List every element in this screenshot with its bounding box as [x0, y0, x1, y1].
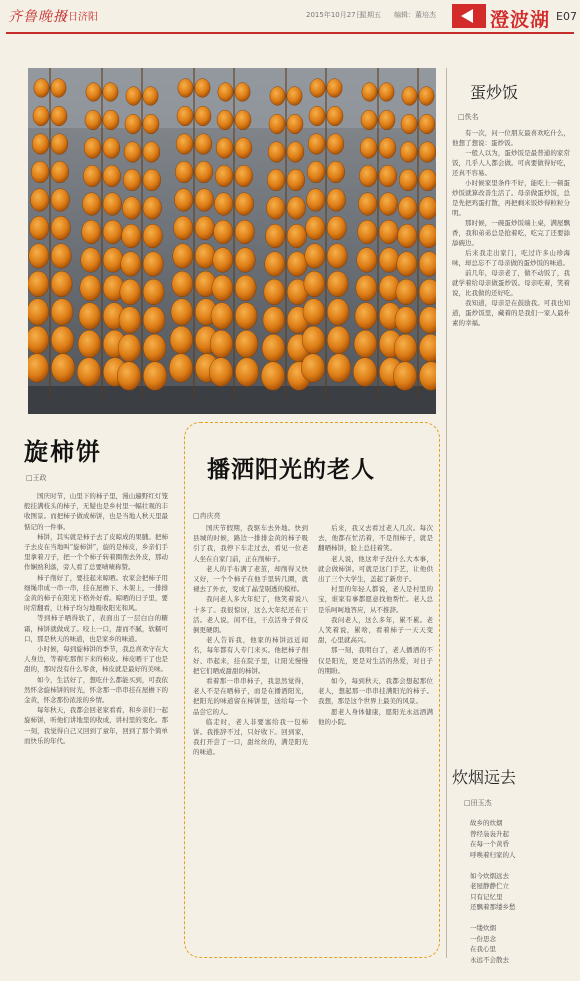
persimmon: [303, 299, 325, 326]
persimmon: [30, 216, 49, 240]
paragraph: 我知道，母亲是在鼓励我。可我也知道，蛋炒饭里，藏着的是我们一家人最朴素的幸福。: [452, 299, 570, 327]
newspaper-logo: 齐鲁晚报: [8, 9, 68, 25]
persimmon: [327, 299, 349, 326]
persimmon: [419, 87, 434, 106]
persimmon: [327, 79, 342, 98]
persimmon: [356, 275, 377, 301]
persimmon: [397, 252, 417, 277]
page-number: E07: [556, 10, 577, 23]
poem-line: 在我心里: [470, 945, 496, 953]
persimmon: [84, 138, 101, 159]
persimmon: [143, 142, 160, 163]
persimmon: [361, 110, 377, 130]
persimmon: [358, 220, 377, 244]
poem-line: 只有记忆里: [470, 892, 503, 901]
persimmon: [304, 271, 325, 297]
paragraph: 临走时，老人非要塞给我一包柿饼。我推辞不过，只好收下。回到家，我打开尝了一口，甜丝丝的，满是阳光的味道。: [193, 717, 308, 757]
persimmon: [287, 197, 306, 220]
persimmon: [103, 138, 120, 159]
feature-column-2: [318, 523, 433, 758]
persimmon: [177, 106, 193, 126]
persimmon: [172, 271, 193, 297]
persimmon: [287, 169, 305, 191]
persimmon: [195, 106, 211, 126]
paragraph: 老人的手布满了老茧，却削得又快又好，一个个柿子在他手里转几圈，就褪去了外衣，变成了晶莹剔透的模样。: [193, 564, 308, 594]
persimmon: [51, 189, 70, 212]
persimmon: [195, 161, 213, 183]
persimmon: [143, 87, 158, 106]
paragraph: 后来，我又去看过老人几次。每次去，他都在忙活着，不是削柿子，就是翻晒柿饼，脸上总挂着笑。: [318, 524, 433, 553]
paragraph: 那时候，一碗蛋炒饭端上桌，满屋飘香，我和弟弟总是抢着吃，吃完了还要舔舔碗边。: [452, 219, 570, 247]
persimmon: [287, 114, 303, 134]
persimmon: [265, 252, 285, 277]
persimmon: [235, 358, 258, 387]
persimmon: [103, 220, 122, 244]
persimmon-illustration: [28, 68, 436, 414]
persimmon: [143, 307, 165, 334]
persimmon: [34, 79, 49, 98]
persimmon: [103, 193, 122, 216]
paragraph: 前几年，母亲老了，做不动饭了，我就学着给母亲做蛋炒饭。母亲吃着，笑着说，比我做的还好吃。: [452, 269, 570, 297]
right-article-title: 蛋炒饭: [470, 83, 519, 102]
persimmon: [398, 197, 417, 220]
persimmon: [395, 307, 417, 334]
persimmon: [117, 362, 140, 391]
persimmon: [32, 134, 49, 155]
persimmon: [267, 169, 285, 191]
persimmon: [235, 220, 254, 244]
persimmon: [28, 271, 49, 297]
persimmon: [362, 83, 377, 102]
paragraph: 每年秋天，我都会回老家看看，和乡亲们一起旋柿饼，听他们讲地里的收成，讲村里的变化。那一刻，我觉得自己又回到了童年，回到了那个简单而快乐的年代。: [24, 706, 168, 745]
feature-author: □冉庆亮: [193, 512, 221, 520]
paragraph: 愿老人身体健康，愿阳光永远洒满他的小院。: [318, 707, 433, 726]
persimmon: [33, 106, 49, 126]
persimmon: [400, 142, 417, 163]
persimmon: [125, 114, 141, 134]
persimmon: [235, 138, 252, 159]
persimmon: [235, 330, 258, 358]
persimmon: [357, 248, 377, 273]
persimmon: [28, 299, 49, 326]
paragraph: 我问老人，这么多年，累不累。老人笑着说，累啥，看着柿子一天天变甜，心里就高兴。: [318, 615, 433, 645]
persimmon: [269, 114, 285, 134]
persimmon: [394, 334, 417, 362]
issue-date: 2015年10月27日: [306, 11, 363, 19]
persimmon: [195, 79, 210, 98]
poem-line: 还飘着那缕乡愁: [470, 903, 516, 911]
section-tag: 今日济阳: [58, 12, 98, 23]
column-marker: [452, 4, 486, 28]
persimmon: [379, 165, 397, 187]
persimmon: [419, 197, 436, 220]
paragraph: 等到柿子晒得软了，表面出了一层白白的糖霜，柿饼就做成了。咬上一口，甜而不腻，软糯可口，那是秋天的味道，也是家乡的味道。: [24, 614, 168, 643]
persimmon: [29, 244, 49, 269]
persimmon: [235, 110, 251, 130]
persimmon: [263, 307, 285, 334]
persimmon: [51, 271, 72, 297]
persimmon: [143, 224, 162, 248]
persimmon: [103, 165, 121, 187]
persimmon: [169, 354, 192, 383]
persimmon: [121, 252, 141, 277]
persimmon: [235, 165, 253, 187]
persimmon: [266, 197, 285, 220]
feature-article: [184, 422, 440, 958]
persimmon: [213, 248, 233, 273]
persimmon: [209, 358, 232, 387]
issue-weekday: 星期五: [360, 11, 381, 19]
paragraph: 小时候家里条件不好，能吃上一顿蛋炒饭就算改善生活了。母亲做蛋炒饭，总是先把鸡蛋打散，再把剩米饭炒得粒粒分明。: [452, 179, 570, 217]
column-name: 澄波湖: [490, 9, 551, 31]
column-divider: [446, 68, 447, 958]
persimmon: [143, 169, 161, 191]
paragraph: 有一次，问一位朋友最喜欢吃什么，他想了想说：蛋炒饭。: [452, 129, 570, 147]
persimmon: [51, 161, 69, 183]
persimmon: [327, 271, 348, 297]
persimmon: [262, 334, 285, 362]
poem-line: 一缕炊烟: [470, 924, 496, 932]
persimmon: [174, 189, 193, 212]
paragraph: 柿饼，其实就是柿子去了皮晾成的果脯。把柿子去皮在当地叫“旋柿饼”，旋的是柿皮，乡亲们手里拿着刀子，把一个个柿子转着圈削去外皮，那动作娴熟利落，旁人看了总要啧啧称赞。: [24, 532, 168, 572]
paragraph: 如今，生活好了，想吃什么都能买到，可我依然怀念旋柿饼的时光，怀念那一串串挂在屋檐下的金黄，怀念那份浓浓的乡情。: [24, 675, 168, 705]
persimmon: [327, 106, 343, 126]
persimmon: [216, 138, 233, 159]
persimmon: [287, 224, 306, 248]
feature-title: 播洒阳光的老人: [207, 457, 375, 483]
poem-line: 故乡的炊烟: [470, 819, 503, 827]
persimmon: [235, 275, 256, 301]
poem-line: 呼唤着归家的人: [470, 850, 516, 859]
persimmon: [307, 161, 325, 183]
persimmon: [327, 189, 346, 212]
persimmon: [85, 110, 101, 130]
persimmon: [301, 354, 324, 383]
persimmon: [379, 248, 399, 273]
persimmon: [175, 161, 193, 183]
paragraph: 柿子削好了，要挂起来晾晒。农家会把柿子用细绳串成一串一串，挂在屋檐下、木架上，一排排金黄的柿子在阳光下格外好看。晾晒的日子里，要时常翻看，让柿子均匀地吸收阳光和风。: [24, 573, 168, 613]
header-rule: [6, 32, 574, 34]
poem-title: 炊烟远去: [452, 768, 517, 787]
persimmon: [215, 165, 233, 187]
persimmon: [302, 326, 325, 354]
persimmon: [327, 216, 346, 240]
left-article: [24, 432, 168, 746]
persimmon: [86, 83, 101, 102]
persimmon: [402, 87, 417, 106]
persimmon: [379, 220, 398, 244]
persimmon: [51, 79, 66, 98]
persimmon: [79, 303, 101, 330]
persimmon: [419, 169, 436, 191]
poem-line: 在每一个黄昏: [470, 840, 509, 848]
persimmon: [28, 354, 49, 383]
persimmon: [393, 362, 416, 391]
persimmon-photo: [28, 68, 436, 414]
persimmon: [103, 110, 119, 130]
persimmon: [217, 110, 233, 130]
persimmon: [122, 197, 141, 220]
persimmon: [77, 358, 100, 387]
poem-line: 如今炊烟远去: [470, 871, 509, 880]
persimmon: [122, 224, 141, 248]
persimmon: [210, 330, 233, 358]
persimmon: [310, 79, 325, 98]
paragraph: 那一刻，我明白了，老人播洒的不仅是阳光，更是对生活的热爱，对日子的期盼。: [318, 646, 433, 675]
persimmon: [287, 142, 304, 163]
persimmon: [143, 279, 164, 305]
persimmon: [327, 134, 344, 155]
persimmon: [195, 134, 212, 155]
persimmon: [212, 275, 233, 301]
persimmon: [419, 224, 436, 248]
persimmon: [419, 142, 436, 163]
paragraph: 后来我走出家门，吃过许多山珍海味，却总忘不了母亲做的蛋炒饭的味道。: [452, 249, 570, 267]
persimmon: [78, 330, 101, 358]
persimmon: [195, 244, 215, 269]
persimmon: [123, 169, 141, 191]
persimmon: [174, 216, 193, 240]
persimmon: [270, 87, 285, 106]
paragraph: 如今，每到秋天，我都会想起那位老人，想起那一串串挂满阳光的柿子。我想，那是这个世界上最美的风景。: [318, 677, 433, 706]
paragraph: 一般人以为，蛋炒饭是最普通的家常饭，几乎人人都会做。可真要做得好吃，还真不容易。: [452, 149, 570, 177]
arrow-left-icon: [461, 9, 473, 23]
persimmon: [419, 114, 435, 134]
persimmon: [306, 216, 325, 240]
paragraph: 国庆时节，山里下的柿子里，漫山遍野红灯笼般挂满枝头的柿子，无疑也是乡村里一幅壮观的丰收图景。而把柿子做成柿饼，也是当地人秋天里最惦记的一件事。: [24, 492, 168, 531]
persimmon: [51, 299, 73, 326]
masthead: [0, 0, 580, 34]
persimmon: [261, 362, 284, 391]
persimmon: [235, 303, 257, 330]
poem-section: [452, 765, 570, 965]
persimmon: [51, 106, 67, 126]
paragraph: 村里的年轻人都说，老人是村里的宝，谁家有事都愿意找他帮忙。老人总是乐呵呵地答应，从不推辞。: [318, 585, 433, 614]
persimmon: [214, 220, 233, 244]
persimmon: [81, 248, 101, 273]
paragraph: 国庆节假期，我驱车去外地。快到县城的时候，路边一排排金黄的柿子吸引了我，我停下车走过去，看见一位老人坐在自家门前，正在削柿子。: [193, 524, 308, 563]
persimmon: [327, 326, 350, 354]
persimmon: [327, 161, 345, 183]
persimmon: [143, 252, 163, 277]
persimmon: [379, 83, 394, 102]
persimmon: [51, 244, 71, 269]
editor-credit: 编辑：董培杰: [394, 11, 436, 19]
left-article-body: [24, 491, 168, 746]
persimmon: [126, 87, 141, 106]
persimmon: [308, 134, 325, 155]
persimmon: [379, 110, 395, 130]
persimmon: [51, 326, 74, 354]
persimmon: [124, 142, 141, 163]
persimmon: [51, 216, 70, 240]
poem-line: 永远不会散去: [470, 955, 509, 964]
persimmon: [195, 216, 214, 240]
paragraph: 小时候，每到旋柿饼的季节，我总喜欢守在大人身边，等着吃那削下来的柿皮。柿皮晒干了也是甜的，那时没有什么零食，柿皮就是最好的美味。: [24, 645, 168, 674]
persimmon: [309, 106, 325, 126]
persimmon: [143, 197, 162, 220]
persimmon: [379, 193, 398, 216]
persimmon: [119, 307, 141, 334]
persimmon: [143, 362, 166, 391]
persimmon: [266, 224, 285, 248]
persimmon: [82, 193, 101, 216]
persimmon: [170, 326, 193, 354]
persimmon: [103, 248, 123, 273]
persimmon: [358, 193, 377, 216]
persimmon: [143, 334, 166, 362]
persimmon: [327, 244, 347, 269]
persimmon: [103, 83, 118, 102]
persimmon: [118, 334, 141, 362]
poem-line: [470, 860, 570, 871]
persimmon: [143, 114, 159, 134]
persimmon: [235, 193, 254, 216]
left-article-author: □王政: [26, 474, 47, 482]
poem-line: 老屋静静伫立: [470, 882, 509, 890]
persimmon: [264, 279, 285, 305]
persimmon: [396, 279, 417, 305]
persimmon: [327, 354, 350, 383]
feature-column-1: [193, 523, 308, 758]
persimmon: [235, 83, 250, 102]
persimmon: [354, 330, 377, 358]
persimmon: [268, 142, 285, 163]
persimmon: [235, 248, 255, 273]
feature-body: [193, 523, 433, 758]
persimmon: [359, 165, 377, 187]
persimmon: [287, 252, 307, 277]
persimmon: [195, 189, 214, 212]
persimmon: [306, 189, 325, 212]
poem-body: [470, 818, 570, 965]
persimmon: [176, 134, 193, 155]
persimmon: [31, 161, 49, 183]
poem-line: 一份思念: [470, 934, 496, 943]
persimmon: [178, 79, 193, 98]
persimmon: [305, 244, 325, 269]
persimmon: [51, 134, 68, 155]
persimmon: [120, 279, 141, 305]
persimmon: [80, 275, 101, 301]
poem-line: [470, 913, 570, 924]
persimmon: [211, 303, 233, 330]
paragraph: 看着那一串串柿子，我忽然觉得，老人不是在晒柿子，而是在播洒阳光，把阳光的味道留在柿饼里，送给每一个品尝它的人。: [193, 677, 308, 716]
paragraph: 我问老人多大年纪了，他笑着说八十多了。我很惊讶，这么大年纪还在干活。老人说，闲不住，干点活身子骨反倒更硬朗。: [193, 595, 308, 635]
persimmon: [360, 138, 377, 159]
persimmon: [171, 299, 193, 326]
persimmon: [51, 354, 74, 383]
poem-author: □田玉杰: [464, 799, 492, 807]
persimmon: [218, 83, 233, 102]
persimmon: [83, 165, 101, 187]
persimmon: [30, 189, 49, 212]
persimmon: [355, 303, 377, 330]
persimmon: [28, 326, 49, 354]
left-article-title: 旋柿饼: [24, 438, 102, 466]
persimmon: [214, 193, 233, 216]
persimmon: [287, 87, 302, 106]
right-article-author: □佚名: [458, 113, 479, 121]
persimmon: [401, 114, 417, 134]
persimmon: [399, 169, 417, 191]
right-article-body: [452, 128, 570, 328]
right-article: [452, 80, 570, 328]
poem-line: 曾经袅袅升起: [470, 829, 509, 838]
persimmon: [82, 220, 101, 244]
persimmon: [398, 224, 417, 248]
paragraph: 老人说，他这辈子没什么大本事，就会做柿饼。可就是这门手艺，让他供出了三个大学生，盖起了新房子。: [318, 554, 433, 584]
persimmon: [379, 138, 396, 159]
paragraph: 老人告诉我，他家的柿饼远近闻名，每年都有人专门来买。他把柿子削好、串起来，挂在院子里，让阳光慢慢把它们晒成甜甜的柿饼。: [193, 636, 308, 675]
persimmon: [173, 244, 193, 269]
persimmon: [353, 358, 376, 387]
